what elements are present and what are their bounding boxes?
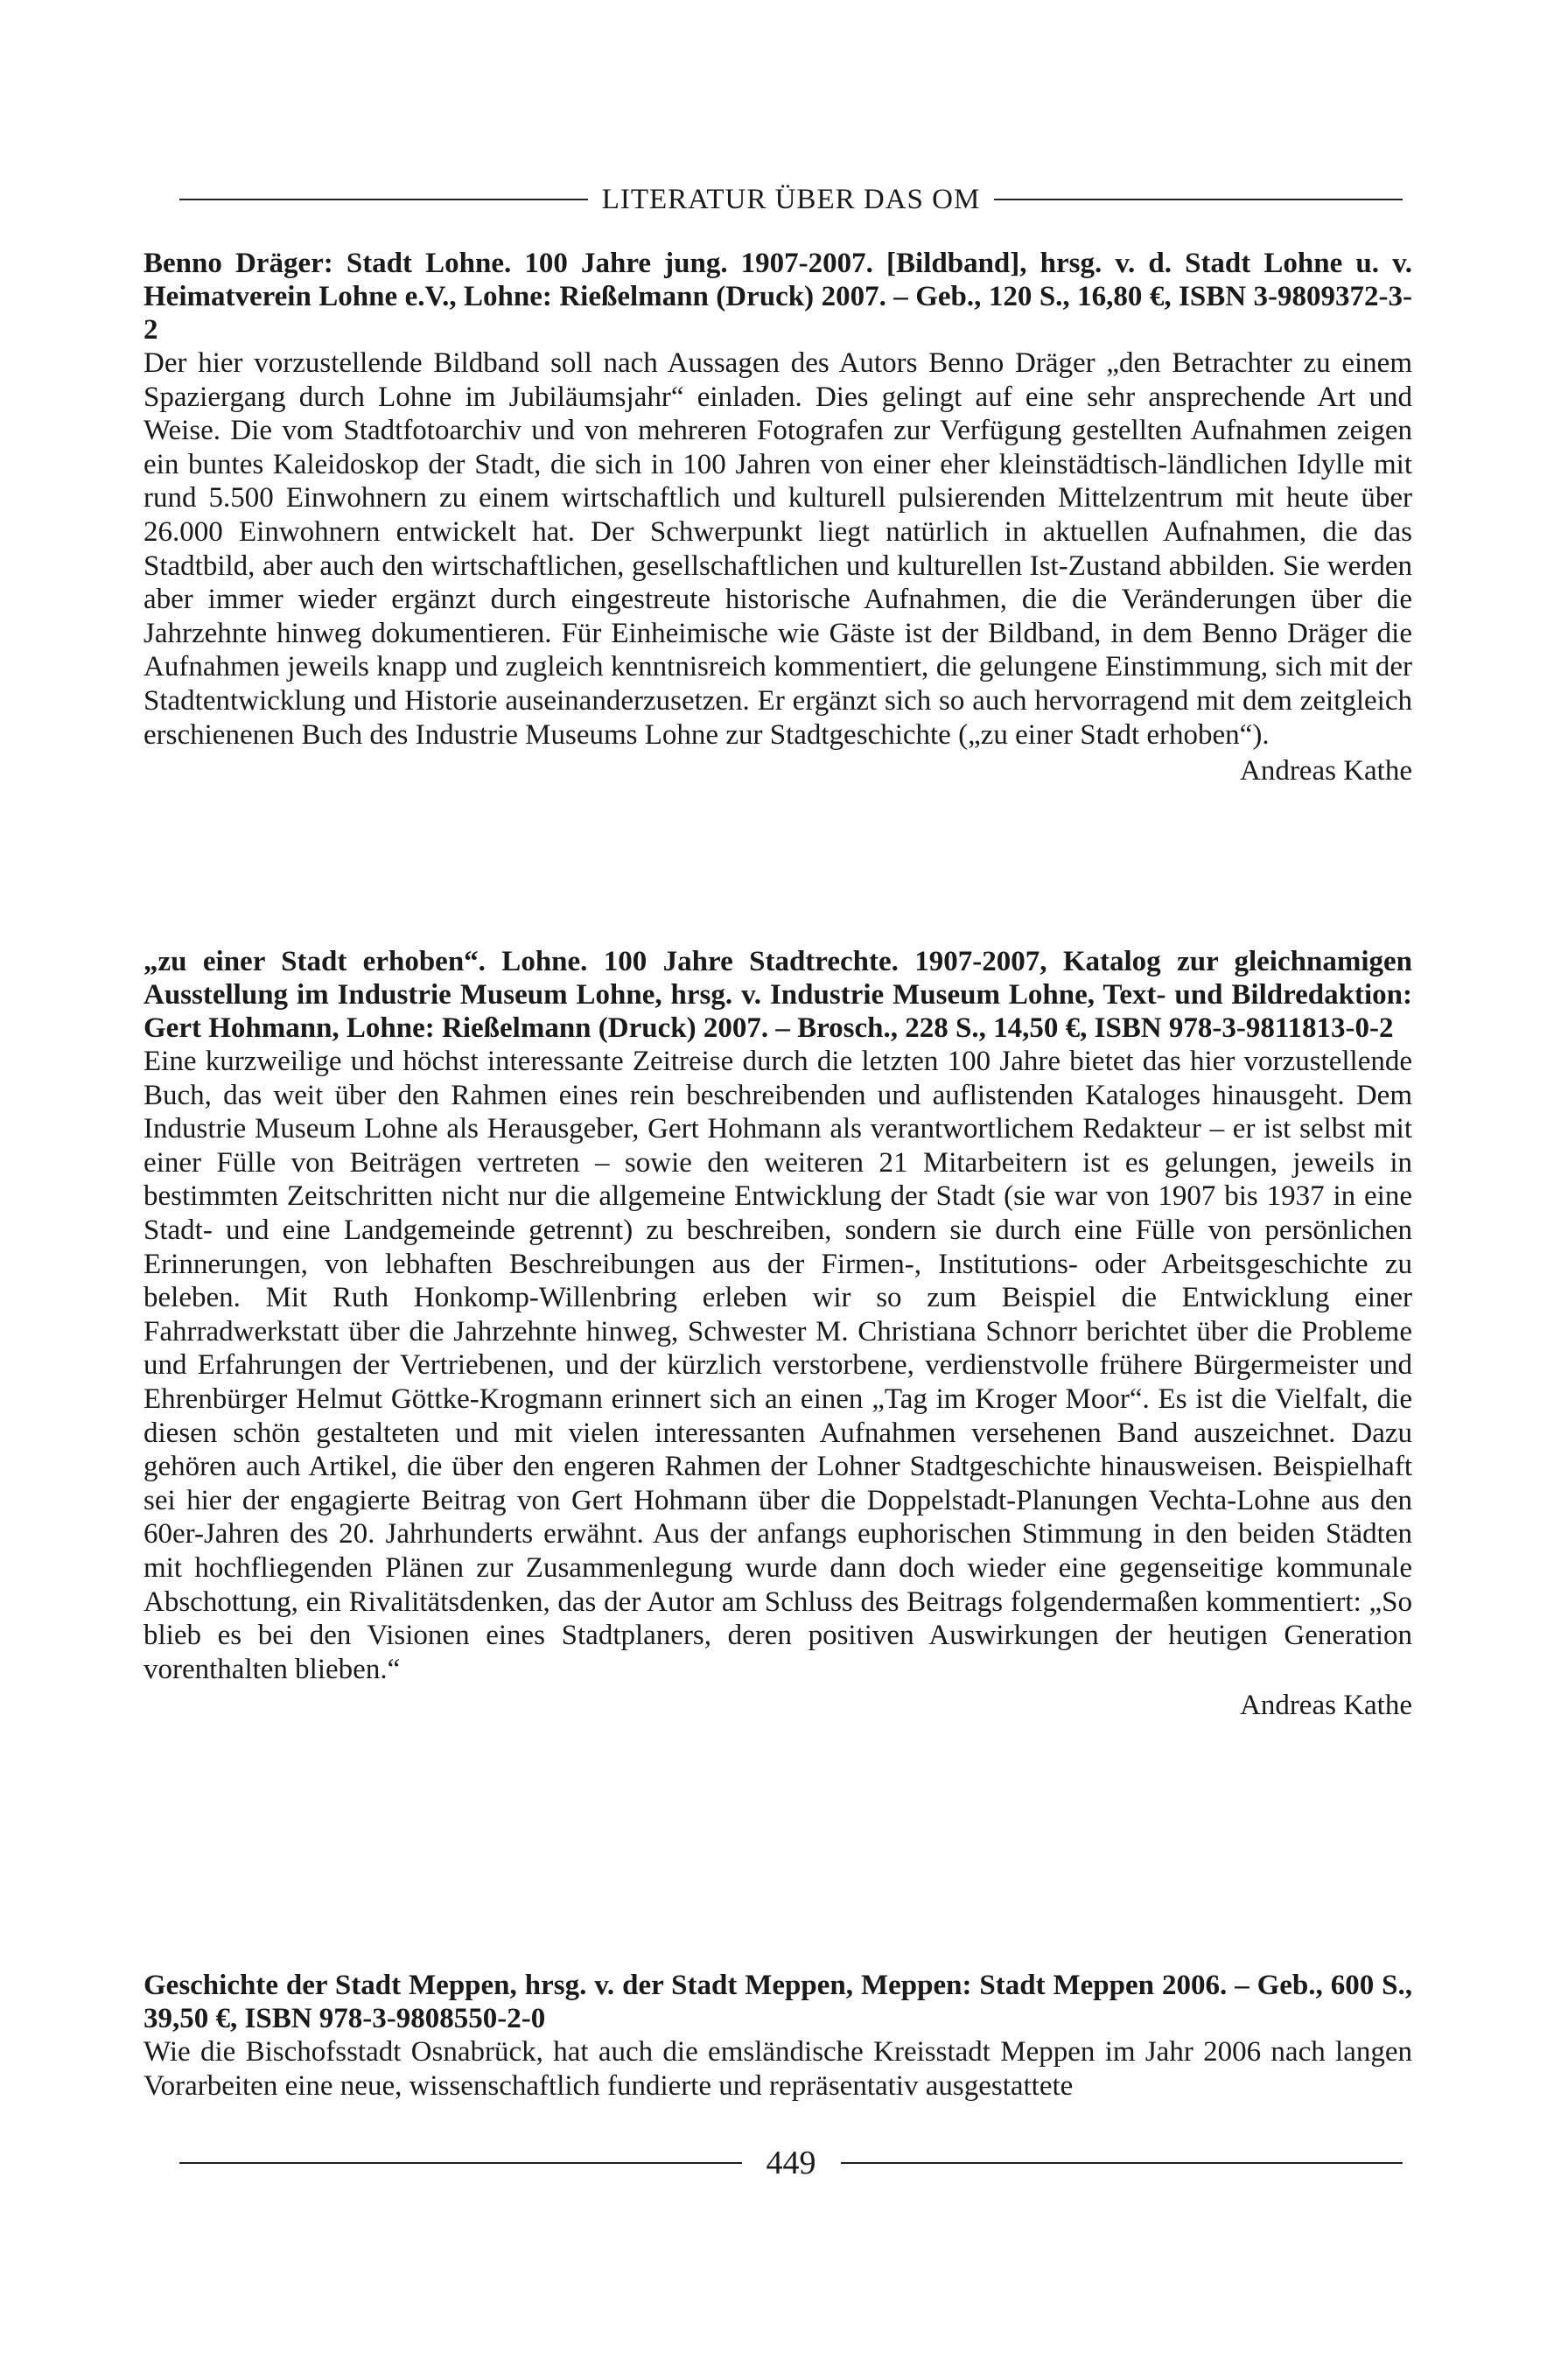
review-title: „zu einer Stadt erhoben“. Lohne. 100 Jahre Stadtrechte. 1907-2007, Katalog zur gleichnamigen Ausstellung im Industrie Museum Lohne, hrsg. v. Industrie Museum Lohne, Text- und Bildredaktion: Gert Hohmann, Lohne: Rießelmann (Druck) 2007. – Brosch., 228 S., 14,50 €, ISBN 978-3-9811813-0-2 [144, 946, 1412, 1044]
header-title: LITERATUR ÜBER DAS OM [601, 184, 981, 215]
header-rule-right [994, 199, 1403, 200]
review-body: Wie die Bischofsstadt Osnabrück, hat auch die emsländische Kreisstadt Meppen im Jahr 2006 nach langen Vorarbeiten eine neue, wissenschaftlich fundierte und repräsentativ ausgestattete [144, 2036, 1412, 2102]
reviewer-name: Andreas Kathe [1239, 755, 1412, 788]
header-rule-left [179, 199, 588, 200]
review-3 [144, 1969, 1412, 2103]
review-1 [144, 247, 1412, 788]
review-body: Der hier vorzustellende Bildband soll nach Aussagen des Autors Benno Dräger „den Betrachter zu einem Spaziergang durch Lohne im Jubiläumsjahr“ einladen. Dies gelingt auf eine sehr ansprechende Art und Weise. Die vom Stadtfotoarchiv und von mehreren Fotografen zur Verfügung gestellten Aufnahmen zeigen ein buntes Kaleidoskop der Stadt, die sich in 100 Jahren von einer eher kleinstädtisch-ländlichen Idylle mit rund 5.500 Einwohnern zu einem wirtschaftlich und kulturell pulsierenden Mittelzentrum mit heute über 26.000 Einwohnern entwickelt hat. Der Schwerpunkt liegt natürlich in aktuellen Aufnahmen, die das Stadtbild, aber auch den wirtschaftlichen, gesellschaftlichen und kulturellen Ist-Zustand abbilden. Sie werden aber immer wieder ergänzt durch eingestreute historische Aufnahmen, die die Veränderungen über die Jahrzehnte hinweg dokumentieren. Für Einheimische wie Gäste ist der Bildband, in dem Benno Dräger die Aufnahmen jeweils knapp und zugleich kenntnisreich kommentiert, die gelungene Einstimmung, sich mit der Stadtentwicklung und Historie auseinanderzusetzen. Er ergänzt sich so auch hervorragend mit dem zeitgleich erschienenen Buch des Industrie Museums Lohne zur Stadtgeschichte („zu einer Stadt erhoben“). [144, 347, 1412, 751]
review-body: Eine kurzweilige und höchst interessante Zeitreise durch die letzten 100 Jahre bietet das hier vorzustellende Buch, das weit über den Rahmen eines rein beschreibenden und auflistenden Kataloges hinausgeht. Dem Industrie Museum Lohne als Herausgeber, Gert Hohmann als verantwortlichem Redakteur – er ist selbst mit einer Fülle von Beiträgen vertreten – sowie den weiteren 21 Mitarbeitern ist es gelungen, jeweils in bestimmten Zeitschritten nicht nur die allgemeine Entwicklung der Stadt (sie war von 1907 bis 1937 in eine Stadt- und eine Landgemeinde getrennt) zu beschreiben, sondern sie durch eine Fülle von persönlichen Erinnerungen, von lebhaften Beschreibungen aus der Firmen-, Institutions- oder Arbeitsgeschichte zu beleben. Mit Ruth Honkomp-Willenbring erleben wir so zum Beispiel die Entwicklung einer Fahrradwerkstatt über die Jahrzehnte hinweg, Schwester M. Christiana Schnorr berichtet über die Probleme und Erfahrungen der Vertriebenen, und der kürzlich verstorbene, verdienstvolle frühere Bürgermeister und Ehrenbürger Helmut Göttke-Krogmann erinnert sich an einen „Tag im Kroger Moor“. Es ist die Vielfalt, die diesen schön gestalteten und mit vielen interessanten Aufnahmen versehenen Band auszeichnet. Dazu gehören auch Artikel, die über den engeren Rahmen der Lohner Stadtgeschichte hinausweisen. Beispielhaft sei hier der engagierte Beitrag von Gert Hohmann über die Doppelstadt-Planungen Vechta-Lohne aus den 60er-Jahren des 20. Jahrhunderts erwähnt. Aus der anfangs euphorischen Stimmung in den beiden Städten mit hochfliegenden Plänen zur Zusammenlegung wurde dann doch wieder eine gegenseitige kommunale Abschottung, ein Rivalitätsdenken, das der Autor am Schluss des Beitrags folgendermaßen kommentiert: „So blieb es bei den Visionen eines Stadtplaners, deren positiven Auswirkungen der heutigen Generation vorenthalten blieben.“ [144, 1046, 1412, 1685]
footer-rule-left [179, 2162, 742, 2164]
page-number: 449 [766, 2145, 816, 2181]
review-2 [144, 945, 1412, 1723]
review-title: Benno Dräger: Stadt Lohne. 100 Jahre jung. 1907-2007. [Bildband], hrsg. v. d. Stadt Lohne u. v. Heimatverein Lohne e.V., Lohne: Rießelmann (Druck) 2007. – Geb., 120 S., 16,80 €, ISBN 3-9809372-3-2 [144, 248, 1412, 346]
running-header [179, 182, 1403, 217]
reviewer-name: Andreas Kathe [1239, 1690, 1412, 1722]
page-footer [179, 2144, 1403, 2182]
footer-rule-right [841, 2162, 1404, 2164]
review-title: Geschichte der Stadt Meppen, hrsg. v. der Stadt Meppen, Meppen: Stadt Meppen 2006. – Geb., 600 S., 39,50 €, ISBN 978-3-9808550-2-0 [144, 1970, 1412, 2034]
